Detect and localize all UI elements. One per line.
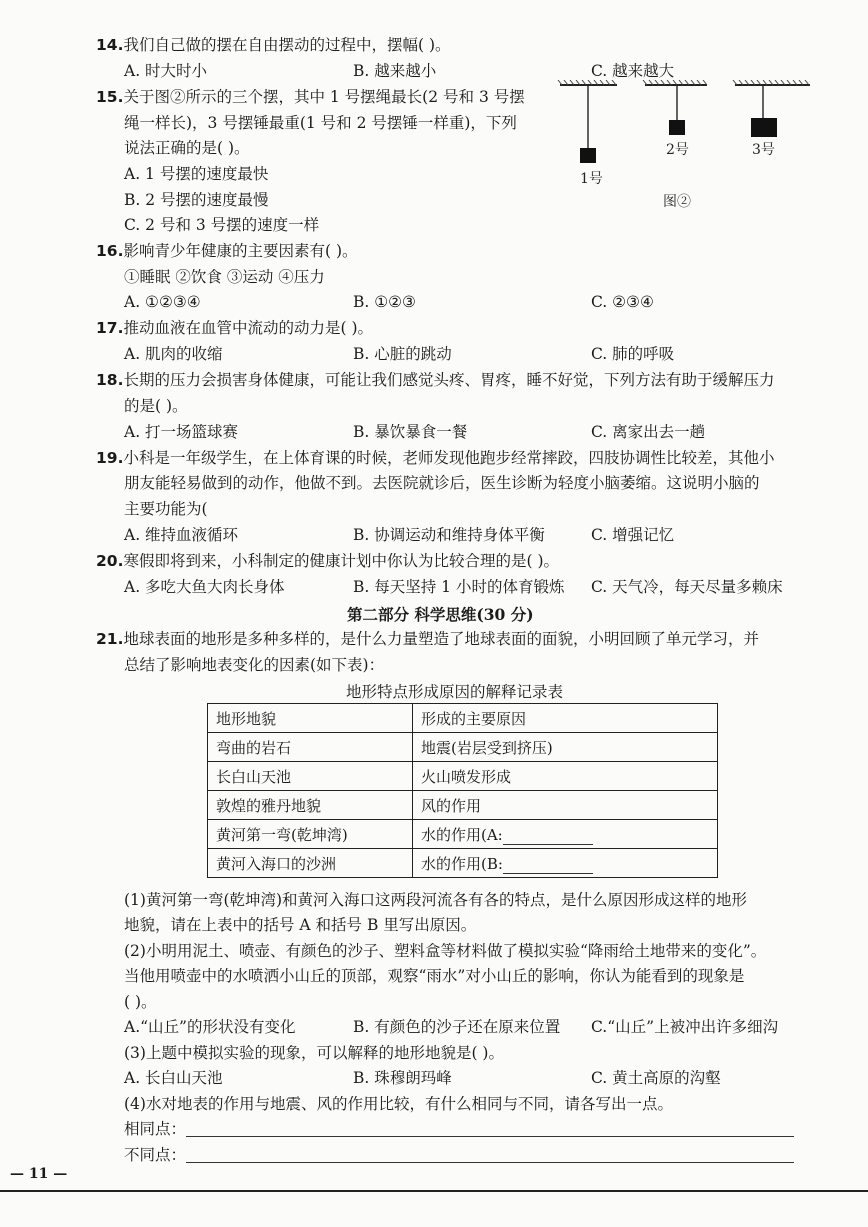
question-17 [96,318,373,338]
question-text: 寒假即将到来，小科制定的健康计划中你认为比较合理的是( )。 [123,552,559,570]
sub-question-2-line: 当他用喷壶中的水喷洒小山丘的顶部，观察“雨水”对小山丘的影响，你认为能看到的现象是 [124,967,745,985]
question-14 [96,35,451,55]
landform-record-table [207,703,718,878]
option-b: B. 2 号摆的速度最慢 [124,191,269,209]
sub-question-1-line: (1)黄河第一弯(乾坤湾)和黄河入海口这两段河流各有各的特点，是什么原因形成这样的地形 [124,891,748,909]
difference-label: 不同点： [124,1146,187,1164]
option-a: A. 打一场篮球赛 [124,423,239,441]
table-row [208,762,718,791]
table-cell-answer-a [413,820,718,849]
figure-caption: 图② [663,194,691,210]
difference-answer-line[interactable] [186,1161,794,1163]
option-a: A. ①②③④ [124,293,201,311]
pendulum-3-label: 3号 [752,142,775,158]
page-number: — 11 — [10,1166,68,1182]
pendulum-1 [558,80,617,163]
question-16 [96,241,358,261]
question-text-line: 朋友能轻易做到的动作，他做不到。去医院就诊后，医生诊断为轻度小脑萎缩。这说明小脑的 [124,474,760,492]
question-number: 14. [96,36,124,54]
sub-question-2-line: ( )。 [124,993,157,1011]
footer-rule [0,1190,868,1192]
question-items: ①睡眠 ②饮食 ③运动 ④压力 [124,268,325,286]
sub-question-4: (4)水对地表的作用与地震、风的作用比较，有什么相同与不同，请各写出一点。 [124,1095,673,1113]
option-a: A. 肌肉的收缩 [124,345,223,363]
question-number: 20. [96,552,124,570]
table-row [208,820,718,849]
question-20 [96,551,559,571]
option-b: B. 协调运动和维持身体平衡 [353,526,545,544]
table-cell: 敦煌的雅丹地貌 [208,791,413,820]
table-cell: 风的作用 [413,791,718,820]
table-title: 地形特点形成原因的解释记录表 [346,683,564,701]
option-c: C. 离家出去一趟 [591,423,706,441]
question-number: 21. [96,630,124,648]
option-a: A. 1 号摆的速度最快 [124,165,269,183]
option-b: B. 越来越小 [353,62,437,80]
option-c: C. 天气冷，每天尽量多赖床 [591,578,783,596]
pendulum-2 [643,80,707,135]
pendulum-1-label: 1号 [580,171,603,187]
table-cell-answer-b [413,849,718,878]
question-text: 影响青少年健康的主要因素有( )。 [123,242,358,260]
table-cell: 长白山天池 [208,762,413,791]
table-header-row [208,704,718,733]
question-18 [96,370,774,390]
option-c: C. 肺的呼吸 [591,345,675,363]
table-row [208,849,718,878]
table-cell-text: 水的作用(B: [421,854,503,873]
table-cell: 黄河第一弯(乾坤湾) [208,820,413,849]
question-number: 15. [96,88,124,106]
question-number: 18. [96,371,124,389]
pendulum-figure [555,80,815,215]
table-cell: 地震(岩层受到挤压) [413,733,718,762]
option-a: A. 多吃大鱼大肉长身体 [124,578,285,596]
table-row [208,733,718,762]
option-b: B. 每天坚持 1 小时的体育锻炼 [353,578,565,596]
pendulum-2-label: 2号 [666,142,689,158]
option-c: C. 2 号和 3 号摆的速度一样 [124,216,320,234]
option-a: A. 维持血液循环 [124,526,239,544]
question-text-line: 说法正确的是( )。 [124,139,250,157]
question-text-line: 关于图②所示的三个摆，其中 1 号摆绳最长(2 号和 3 号摆 [123,88,525,106]
table-cell: 弯曲的岩石 [208,733,413,762]
question-text-line: 小科是一年级学生，在上体育课的时候，老师发现他跑步经常摔跤，四肢协调性比较差，其他小 [123,449,775,467]
option-a: A. 时大时小 [124,62,208,80]
option-b: B. 珠穆朗玛峰 [353,1069,452,1087]
question-text-line: 绳一样长)，3 号摆锤最重(1 号和 2 号摆锤一样重)，下列 [124,114,517,132]
question-number: 17. [96,319,124,337]
question-text-line: 长期的压力会损害身体健康，可能让我们感觉头疼、胃疼，睡不好觉，下列方法有助于缓解压力 [123,371,775,389]
same-point-answer-line[interactable] [186,1135,794,1137]
question-text-line: 的是( )。 [124,397,188,415]
option-a: A. 长白山天池 [124,1069,223,1087]
option-c: C. 增强记忆 [591,526,675,544]
section-title: 第二部分 科学思维(30 分) [347,605,534,624]
table-cell: 火山喷发形成 [413,762,718,791]
question-number: 16. [96,242,124,260]
option-c: C. ②③④ [591,293,654,311]
question-21 [96,629,759,649]
same-point-label: 相同点： [124,1120,187,1138]
option-b: B. 心脏的跳动 [353,345,452,363]
table-header-cell: 地形地貌 [208,704,413,733]
table-header-cell: 形成的主要原因 [413,704,718,733]
question-number: 19. [96,449,124,467]
option-c: C. 越来越大 [591,62,675,80]
sub-question-1-line: 地貌，请在上表中的括号 A 和括号 B 里写出原因。 [124,916,477,934]
pendulum-3 [733,80,810,137]
table-cell-text: 水的作用(A: [421,825,503,844]
option-b: B. 有颜色的沙子还在原来位置 [353,1018,561,1036]
question-19 [96,448,774,468]
sub-question-2-line: (2)小明用泥土、喷壶、有颜色的沙子、塑料盒等材料做了模拟实验“降雨给土地带来的变化”。 [124,942,767,960]
question-text-line: 总结了影响地表变化的因素(如下表)： [124,656,385,674]
option-b: B. 暴饮暴食一餐 [353,423,468,441]
option-c: C.“山丘”上被冲出许多细沟 [591,1018,779,1036]
question-text-line: 主要功能为( [124,500,208,518]
option-c: C. 黄土高原的沟壑 [591,1069,721,1087]
question-text: 推动血液在血管中流动的动力是( )。 [123,319,373,337]
answer-blank-b[interactable] [503,859,593,874]
question-text-line: 地球表面的地形是多种多样的，是什么力量塑造了地球表面的面貌，小明回顾了单元学习，并 [123,630,759,648]
sub-question-3: (3)上题中模拟实验的现象，可以解释的地形地貌是( )。 [124,1044,504,1062]
table-cell: 黄河入海口的沙洲 [208,849,413,878]
question-text: 我们自己做的摆在自由摆动的过程中，摆幅( )。 [123,36,451,54]
table-row [208,791,718,820]
option-b: B. ①②③ [353,293,416,311]
question-15 [96,87,525,107]
option-a: A.“山丘”的形状没有变化 [124,1018,296,1036]
answer-blank-a[interactable] [503,830,593,845]
